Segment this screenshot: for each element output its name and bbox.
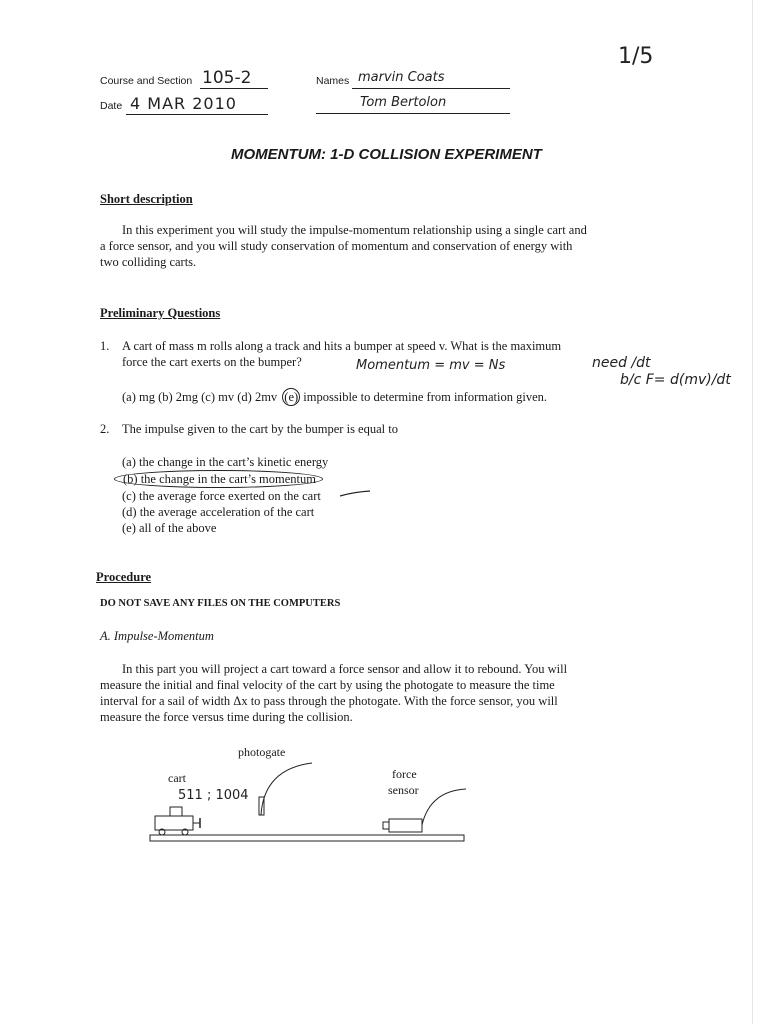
diagram-sensor-label: sensor — [388, 783, 419, 797]
q1-number: 1. — [100, 339, 110, 353]
experiment-diagram — [140, 755, 480, 855]
names-label: Names — [316, 75, 350, 87]
procedure-line: measure the force versus time during the collision. — [100, 710, 353, 724]
q1-line1: A cart of mass m rolls along a track and hits a bumper at speed v. What is the maximum — [122, 339, 562, 353]
preliminary-heading: Preliminary Questions — [100, 306, 221, 320]
procedure-line: measure the initial and final velocity of the cart by using the photogate to measure the time — [100, 678, 555, 692]
q2-option-d: (d) the average acceleration of the cart — [122, 505, 315, 519]
scan-edge — [752, 0, 753, 1024]
section-a-heading: A. Impulse-Momentum — [100, 629, 214, 643]
q1-note-momentum: Momentum = mv = Ns — [356, 358, 506, 373]
short-description-line: In this experiment you will study the impulse-momentum relationship using a single cart and — [122, 223, 587, 237]
q2-options — [122, 454, 328, 536]
q2-number: 2. — [100, 422, 110, 436]
cart-body — [155, 816, 193, 830]
date-field — [126, 94, 268, 115]
course-field — [200, 68, 268, 89]
q1-options-left: (a) mg (b) 2mg (c) mv (d) 2mv — [122, 390, 278, 404]
course-value: 105-2 — [202, 68, 252, 88]
course-label: Course and Section — [100, 75, 193, 87]
q1-line2: force the cart exerts on the bumper? — [122, 355, 302, 369]
q1-option-e: (e) — [284, 390, 299, 404]
q1-options-right: impossible to determine from information given. — [303, 390, 547, 404]
date-label: Date — [100, 100, 123, 112]
date-value: 4 MAR 2010 — [130, 94, 237, 113]
force-sensor-cable — [422, 789, 466, 825]
short-description-heading: Short description — [100, 192, 193, 206]
force-sensor — [389, 819, 422, 832]
procedure-text — [100, 661, 680, 725]
name1-value: marvin Coats — [358, 70, 445, 85]
q2-stem: The impulse given to the cart by the bumper is equal to — [122, 422, 398, 436]
name2-value: Tom Bertolon — [360, 95, 447, 110]
procedure-heading: Procedure — [96, 570, 152, 584]
track — [150, 835, 464, 841]
q2-option-b: (b) the change in the cart’s momentum — [114, 470, 323, 488]
procedure-line: In this part you will project a cart toward a force sensor and allow it to rebound. You will — [122, 662, 568, 676]
page-title: MOMENTUM: 1-D COLLISION EXPERIMENT — [231, 146, 542, 163]
diagram-force-label: force — [392, 767, 417, 781]
photogate-cable — [261, 763, 312, 815]
short-description-line: a force sensor, and you will study conservation of momentum and conservation of energy with — [100, 239, 573, 253]
q2-option-e: (e) all of the above — [122, 521, 217, 535]
procedure-warning: DO NOT SAVE ANY FILES ON THE COMPUTERS — [100, 598, 341, 609]
short-description-line: two colliding carts. — [100, 255, 197, 269]
name1-field — [352, 70, 510, 89]
q1-options — [122, 388, 547, 406]
diagram-cart-note: 511 ; 1004 — [178, 788, 249, 803]
diagram-photogate-label: photogate — [238, 745, 286, 759]
procedure-line: interval for a sail of width Δx to pass through the photogate. With the force sensor, you will — [100, 694, 558, 708]
q2-option-a: (a) the change in the cart’s kinetic energy — [122, 455, 329, 469]
name2-field — [316, 95, 510, 114]
diagram-cart-label: cart — [168, 771, 186, 785]
score-mark: 1/5 — [618, 44, 654, 69]
q1-note-need: need /dt — [592, 355, 651, 371]
short-description-text — [100, 222, 660, 270]
q1-note-bc: b/c F= d(mv)/dt — [620, 372, 731, 388]
force-sensor-hook — [383, 822, 389, 829]
q2-arrow-mark — [338, 488, 374, 500]
q2-option-c: (c) the average force exerted on the cart — [122, 489, 321, 503]
cart-sail — [170, 807, 182, 816]
